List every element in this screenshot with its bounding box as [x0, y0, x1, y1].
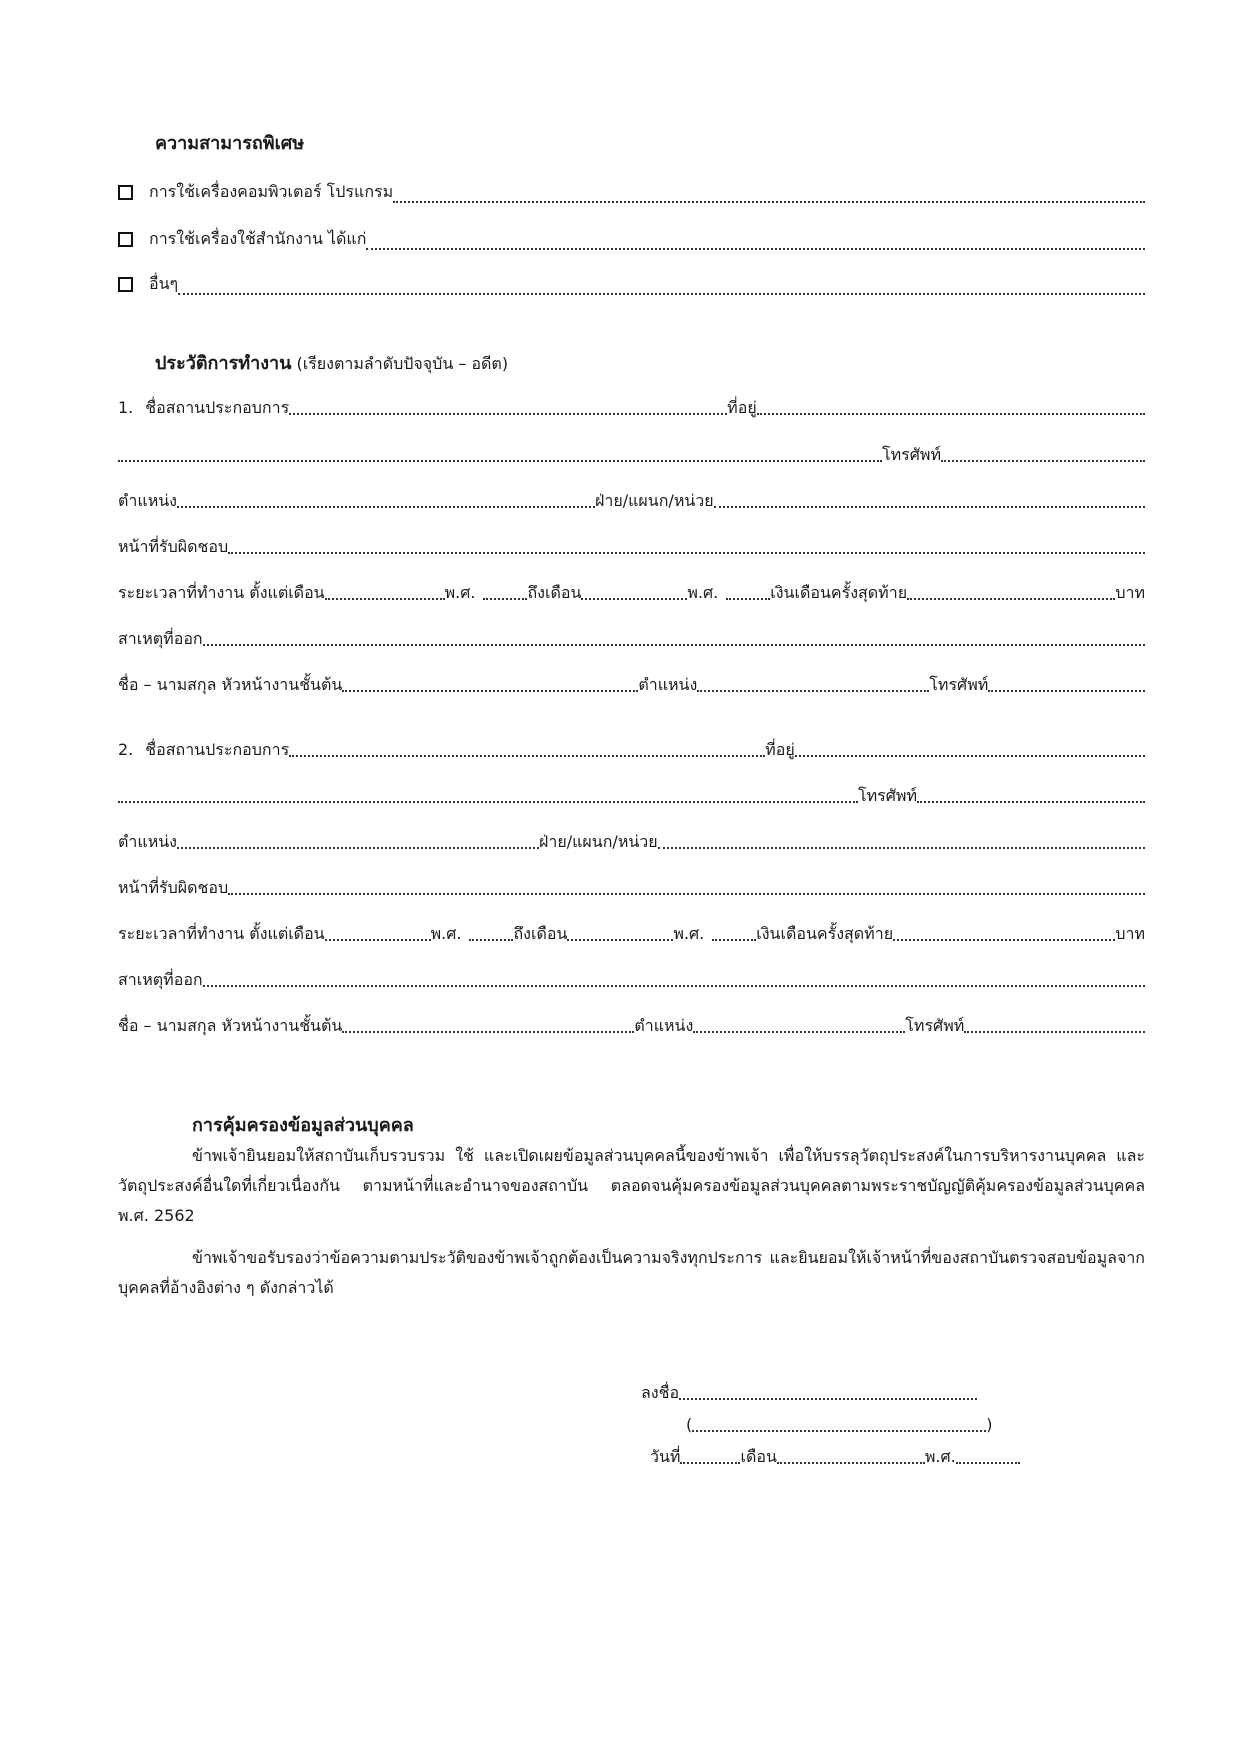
entry1-company-field[interactable]: [289, 395, 727, 415]
entry1-to-month-label: ถึงเดือน: [527, 583, 582, 602]
date-day-field[interactable]: [680, 1444, 740, 1464]
entry2-reason-row: [118, 967, 1145, 993]
signature-label: ลงชื่อ: [641, 1383, 680, 1402]
skill-computer-field[interactable]: [393, 187, 1145, 203]
entry2-supervisor-field[interactable]: [342, 1013, 634, 1033]
entry2-supervisor-row: [118, 1013, 1145, 1039]
entry1-be2-label: พ.ศ.: [687, 583, 719, 602]
entry2-number: 2.: [118, 740, 134, 759]
entry2-sup-position-field[interactable]: [693, 1013, 905, 1033]
entry1-salary-field[interactable]: [907, 580, 1115, 600]
entry1-be1-label: พ.ศ.: [444, 583, 476, 602]
entry1-position-label: ตำแหน่ง: [118, 491, 177, 510]
entry2-sup-phone-field[interactable]: [964, 1013, 1145, 1033]
date-be-label: พ.ศ.: [924, 1447, 956, 1466]
entry2-company-label: ชื่อสถานประกอบการ: [145, 740, 290, 759]
entry1-reason-row: [118, 626, 1145, 652]
entry2-position-row: [118, 829, 1145, 855]
entry1-position-row: [118, 488, 1145, 514]
entry2-period-row: [118, 921, 1145, 947]
entry1-reason-field[interactable]: [203, 626, 1145, 646]
entry2-phone-label: โทรศัพท์: [858, 786, 917, 805]
entry2-company-row: [118, 737, 1145, 763]
entry1-reason-label: สาเหตุที่ออก: [118, 629, 203, 648]
privacy-paragraph-2: [118, 1243, 1145, 1303]
work-history-note: (เรียงตามลำดับปัจจุบัน – อดีต): [296, 354, 509, 373]
skill-office-checkbox[interactable]: [118, 232, 133, 247]
entry1-address-label: ที่อยู่: [727, 398, 757, 417]
skill-computer-row: [118, 179, 1145, 205]
entry1-supervisor-label: ชื่อ – นามสกุล หัวหน้างานชั้นต้น: [118, 675, 343, 694]
entry1-phone-field[interactable]: [941, 442, 1145, 462]
skill-other-label: อื่นๆ: [149, 273, 179, 293]
printed-name-field[interactable]: [692, 1412, 986, 1432]
skill-office-row: [118, 226, 1145, 252]
entry2-period-label: ระยะเวลาที่ทำงาน ตั้งแต่เดือน: [118, 924, 325, 943]
skill-office-label: การใช้เครื่องใช้สำนักงาน ได้แก่: [149, 228, 367, 248]
skill-computer-checkbox[interactable]: [118, 185, 133, 200]
entry2-to-month-field[interactable]: [567, 921, 673, 941]
entry2-duties-label: หน้าที่รับผิดชอบ: [118, 878, 229, 897]
entry1-duties-label: หน้าที่รับผิดชอบ: [118, 537, 229, 556]
entry2-duties-field[interactable]: [228, 875, 1145, 895]
entry1-sup-position-label: ตำแหน่ง: [638, 675, 698, 694]
entry1-sup-phone-field[interactable]: [988, 672, 1145, 692]
entry2-to-month-label: ถึงเดือน: [513, 924, 568, 943]
entry2-sup-phone-label: โทรศัพท์: [905, 1016, 965, 1035]
entry2-sup-position-label: ตำแหน่ง: [634, 1016, 694, 1035]
entry2-address2-field[interactable]: [118, 783, 858, 803]
printed-name-close-paren: ): [986, 1415, 993, 1434]
skill-other-field[interactable]: [178, 279, 1145, 295]
entry2-address2-row: [118, 783, 1145, 809]
entry2-department-label: ฝ่าย/แผนก/หน่วย: [538, 832, 658, 851]
entry1-supervisor-field[interactable]: [342, 672, 638, 692]
entry2-be2-label: พ.ศ.: [673, 924, 705, 943]
entry1-company-row: [118, 395, 1145, 421]
entry1-supervisor-row: [118, 672, 1145, 698]
entry2-reason-label: สาเหตุที่ออก: [118, 970, 203, 989]
entry1-company-label: ชื่อสถานประกอบการ: [145, 398, 290, 417]
entry1-from-month-field[interactable]: [325, 580, 445, 600]
skill-office-field[interactable]: [366, 234, 1145, 250]
entry1-period-row: [118, 580, 1145, 606]
entry2-position-field[interactable]: [177, 829, 539, 849]
entry2-supervisor-label: ชื่อ – นามสกุล หัวหน้างานชั้นต้น: [118, 1016, 343, 1035]
privacy-paragraph-2-text: ข้าพเจ้าขอรับรองว่าข้อความตามประวัติของข้าพเจ้าถูกต้องเป็นความจริงทุกประการ และยินยอมให้เจ้าหน้าที่ของสถาบันตรวจสอบข้อมูลจากบุคคลที่อ้างอิงต่าง ๆ ดังกล่าวได้: [118, 1248, 1145, 1297]
entry2-phone-field[interactable]: [917, 783, 1145, 803]
entry1-to-month-field[interactable]: [581, 580, 687, 600]
entry1-duties-row: [118, 534, 1145, 560]
entry1-to-year-field[interactable]: [726, 580, 770, 600]
entry1-baht-label: บาท: [1115, 583, 1145, 602]
privacy-heading: การคุ้มครองข้อมูลส่วนบุคคล: [192, 1115, 414, 1136]
work-history-heading: ประวัติการทำงาน: [155, 353, 292, 374]
date-month-field[interactable]: [777, 1444, 925, 1464]
entry2-salary-label: เงินเดือนครั้งสุดท้าย: [756, 924, 894, 943]
privacy-paragraph-1: [118, 1141, 1145, 1231]
entry1-duties-field[interactable]: [228, 534, 1145, 554]
entry2-position-label: ตำแหน่ง: [118, 832, 177, 851]
entry2-duties-row: [118, 875, 1145, 901]
entry2-reason-field[interactable]: [203, 967, 1145, 987]
printed-name-row: [686, 1412, 993, 1438]
skill-other-checkbox[interactable]: [118, 277, 133, 292]
entry1-address2-field[interactable]: [118, 442, 882, 462]
entry2-from-month-field[interactable]: [325, 921, 431, 941]
entry2-be1-label: พ.ศ.: [430, 924, 462, 943]
entry2-to-year-field[interactable]: [712, 921, 756, 941]
special-skills-heading: ความสามารถพิเศษ: [155, 133, 305, 154]
skill-other-row: [118, 271, 1145, 297]
entry2-address-field[interactable]: [795, 737, 1145, 757]
date-year-field[interactable]: [956, 1444, 1020, 1464]
entry2-from-year-field[interactable]: [469, 921, 513, 941]
entry1-period-label: ระยะเวลาที่ทำงาน ตั้งแต่เดือน: [118, 583, 325, 602]
entry1-address2-row: [118, 442, 1145, 468]
entry1-phone-label: โทรศัพท์: [882, 445, 941, 464]
date-day-label: วันที่: [650, 1447, 681, 1466]
work-history-header: [155, 348, 508, 377]
date-row: [650, 1444, 1020, 1470]
entry1-sup-position-field[interactable]: [697, 672, 929, 692]
skill-computer-label: การใช้เครื่องคอมพิวเตอร์ โปรแกรม: [149, 181, 394, 201]
entry1-sup-phone-label: โทรศัพท์: [929, 675, 989, 694]
entry2-salary-field[interactable]: [893, 921, 1115, 941]
entry2-department-field[interactable]: [658, 829, 1145, 849]
privacy-paragraph-1-text: ข้าพเจ้ายินยอมให้สถาบันเก็บรวบรวม ใช้ และเปิดเผยข้อมูลส่วนบุคคลนี้ของข้าพเจ้า เพื่อให้บรรลุวัตถุประสงค์ในการบริหารงานบุคคล และวัตถุประสงค์อื่นใดที่เกี่ยวเนื่องกัน ตามหน้าที่และอำนาจของสถาบัน ตลอดจนคุ้มครองข้อมูลส่วนบุคคลตามพระราชบัญญัติคุ้มครองข้อมูลส่วนบุคคล พ.ศ. 2562: [118, 1146, 1145, 1225]
entry1-from-year-field[interactable]: [483, 580, 527, 600]
entry1-position-field[interactable]: [177, 488, 595, 508]
entry1-salary-label: เงินเดือนครั้งสุดท้าย: [770, 583, 908, 602]
entry2-address-label: ที่อยู่: [765, 740, 795, 759]
entry1-number: 1.: [118, 398, 134, 417]
entry2-baht-label: บาท: [1115, 924, 1145, 943]
entry1-address-field[interactable]: [757, 395, 1145, 415]
entry1-department-field[interactable]: [714, 488, 1145, 508]
date-month-label: เดือน: [740, 1447, 777, 1466]
entry1-department-label: ฝ่าย/แผนก/หน่วย: [594, 491, 714, 510]
entry2-company-field[interactable]: [289, 737, 765, 757]
signature-row: [641, 1380, 977, 1406]
signature-field[interactable]: [679, 1380, 977, 1400]
printed-name-open-paren: (: [686, 1415, 693, 1434]
